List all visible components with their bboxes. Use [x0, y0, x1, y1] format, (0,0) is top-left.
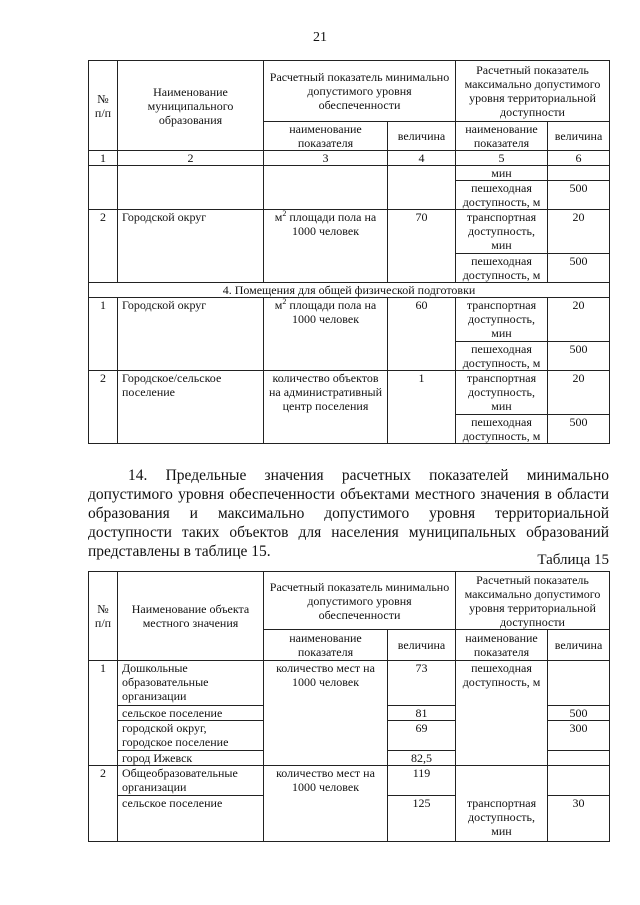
header-value: величина	[388, 122, 456, 151]
cell-access-value: 500	[548, 181, 610, 210]
cell-num: 1	[89, 661, 118, 766]
cell-num: 2	[89, 210, 118, 283]
header-value: величина	[548, 122, 610, 151]
cell-num: 2	[89, 766, 118, 842]
cell-access: транспортная доступность, мин	[456, 371, 548, 415]
header-num: № п/п	[89, 572, 118, 661]
cell-access: пешеходная доступность, м	[456, 661, 548, 766]
cell-access: транспортная доступность, мин	[456, 766, 548, 842]
cell-object: Общеобразовательные организации	[118, 766, 264, 796]
table-row	[89, 298, 610, 342]
header-indicator-name: наименование показателя	[264, 122, 388, 151]
cell-access-value: 20	[548, 298, 610, 342]
cell-object: Дошкольные образовательные организации	[118, 661, 264, 706]
header-indicator-name: наименование показателя	[456, 122, 548, 151]
superscript: 2	[282, 297, 287, 306]
header-indicator-name: наименование показателя	[264, 630, 388, 661]
header-value: величина	[388, 630, 456, 661]
section-title: 4. Помещения для общей физической подготовки	[89, 283, 610, 298]
paragraph-text: 14. Предельные значения расчетных показателей минимально допустимого уровня обеспеченности объектами местного значения в области образования и максимально допустимого уровня территориальной доступности таких объектов для населения муниципальных образований представлены в таблице 15.	[88, 467, 609, 560]
column-number: 5	[456, 151, 548, 166]
column-number: 6	[548, 151, 610, 166]
cell-access-value: 300	[548, 721, 610, 751]
cell-value: 125	[388, 796, 456, 842]
column-number: 3	[264, 151, 388, 166]
cell-object: сельское поселение	[118, 796, 264, 842]
cell-municipality: Городское/сельское поселение	[118, 371, 264, 444]
cell-value: 60	[388, 298, 456, 371]
cell-access: пешеходная доступность, м	[456, 181, 548, 210]
cell-municipality: Городской округ	[118, 298, 264, 371]
section-row	[89, 283, 610, 298]
cell-access: пешеходная доступность, м	[456, 342, 548, 371]
cell-access-value: 30	[548, 796, 610, 842]
page-number: 21	[313, 30, 327, 45]
header-value: величина	[548, 630, 610, 661]
header-object: Наименование объекта местного значения	[118, 572, 264, 661]
header-min-level: Расчетный показатель минимально допустимого уровня обеспеченности	[264, 61, 456, 122]
superscript: 2	[282, 209, 287, 218]
cell-value: 1	[388, 371, 456, 444]
cell-access: пешеходная доступность, м	[456, 415, 548, 444]
cell-access-value: 500	[548, 706, 610, 721]
column-number: 2	[118, 151, 264, 166]
column-numbers-row	[89, 151, 610, 166]
header-num: № п/п	[89, 61, 118, 151]
header-indicator-name: наименование показателя	[456, 630, 548, 661]
table-15	[88, 571, 610, 842]
cell-access-value: 20	[548, 210, 610, 254]
column-number: 1	[89, 151, 118, 166]
cell-object: городской округ, городское поселение	[118, 721, 264, 751]
cell-access-value: 20	[548, 371, 610, 415]
cell-value: 70	[388, 210, 456, 283]
header-max-access: Расчетный показатель максимально допустимого уровня территориальной доступности	[456, 572, 610, 630]
cell-value: 82,5	[388, 751, 456, 766]
table-row	[89, 371, 610, 415]
cell-indicator: $м^2$ площади пола на 1000 человек	[264, 298, 388, 371]
table-continued	[88, 60, 610, 444]
header-max-access: Расчетный показатель максимально допустимого уровня территориальной доступности	[456, 61, 610, 122]
cell-access-value: 500	[548, 254, 610, 283]
cell-value: 69	[388, 721, 456, 751]
cell-object: город Ижевск	[118, 751, 264, 766]
header-municipality: Наименование муниципального образования	[118, 61, 264, 151]
table-row	[89, 210, 610, 254]
cell-indicator: количество мест на 1000 человек	[264, 766, 388, 842]
cell-access: мин	[456, 166, 548, 181]
cell-municipality: Городской округ	[118, 210, 264, 283]
cell-access: пешеходная доступность, м	[456, 254, 548, 283]
cell-indicator: $м^2$ площади пола на 1000 человек	[264, 210, 388, 283]
cell-access-value: 500	[548, 342, 610, 371]
cell-num: 1	[89, 298, 118, 371]
cell-access: транспортная доступность, мин	[456, 210, 548, 254]
body-paragraph	[88, 466, 609, 561]
column-number: 4	[388, 151, 456, 166]
cell-num: 2	[89, 371, 118, 444]
table-row	[89, 661, 610, 706]
cell-indicator: количество объектов на административный центр поселения	[264, 371, 388, 444]
table-row	[89, 166, 610, 181]
cell-access-value	[548, 751, 610, 766]
cell-value: 73	[388, 661, 456, 706]
cell-access-value: 500	[548, 415, 610, 444]
cell-value: 81	[388, 706, 456, 721]
cell-object: сельское поселение	[118, 706, 264, 721]
table-caption: Таблица 15	[537, 552, 609, 568]
cell-value: 119	[388, 766, 456, 796]
table-row	[89, 766, 610, 796]
header-min-level: Расчетный показатель минимально допустимого уровня обеспеченности	[264, 572, 456, 630]
cell-indicator: количество мест на 1000 человек	[264, 661, 388, 766]
cell-access: транспортная доступность, мин	[456, 298, 548, 342]
